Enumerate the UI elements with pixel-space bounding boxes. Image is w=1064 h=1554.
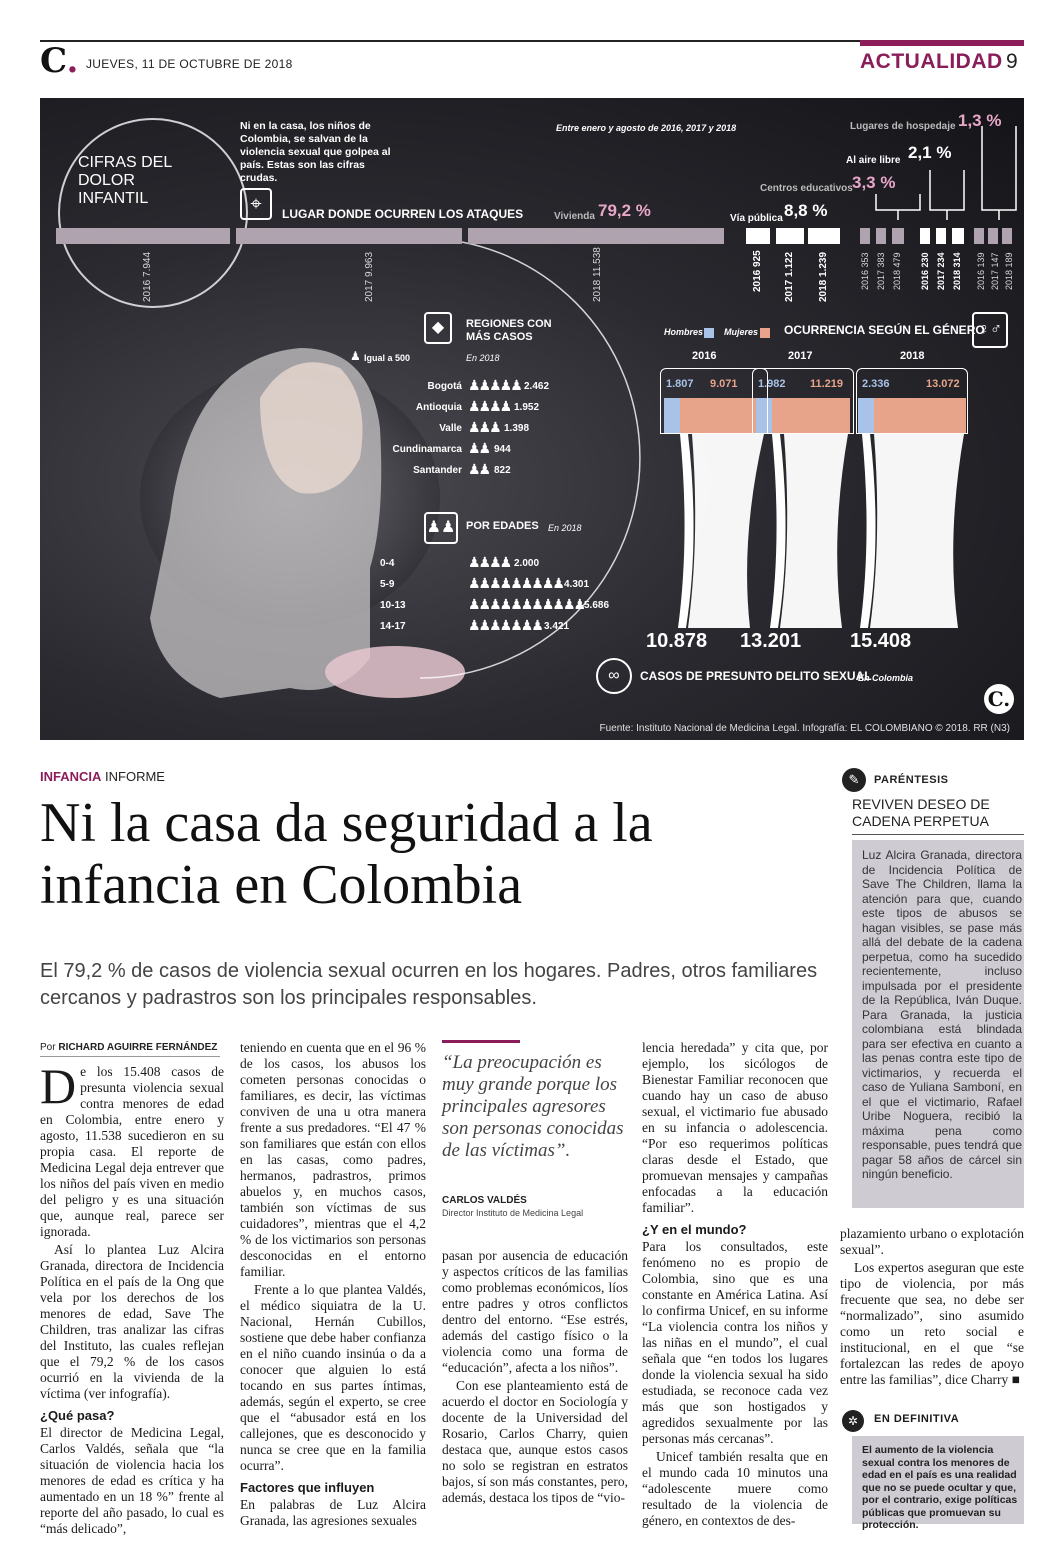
page-number: 9 [1006, 50, 1018, 73]
women-2016: 9.071 [710, 378, 738, 390]
region-row-value: 2.462 [524, 381, 550, 392]
region-row-value: 944 [494, 444, 511, 455]
location-pin-icon: ⌖ [240, 188, 272, 220]
region-row-pictogram: ♟♟♟♟♟ [468, 377, 521, 393]
ages-year: En 2018 [548, 523, 582, 533]
region-row-pictogram: ♟♟♟ [468, 419, 500, 435]
bar-via-2018 [808, 228, 840, 244]
quote-author: CARLOS VALDÉS [442, 1195, 527, 1206]
infographic [40, 98, 1024, 740]
article-column-5: plazamiento urbano o explotación sexual”. Los expertos aseguran que este tipo de violencia, por más frecuente que sea, no debe ser “normalizado”, sino asumido como un reto social e institucional, en el que “se fortalezcan las redes de apoyo entre las familias”, dice Charry ■ [840, 1226, 1024, 1387]
vivienda-2016-label: 2016 7.944 [142, 251, 153, 302]
article-column-4: lencia heredada” y cita que, por ejemplo, los sicólogos de Bienestar Familiar reconocen que cuando hay un caso de abuso sexual, el victimario fue abusado en su infancia o adolescencia. “Por eso requerimos políticas claras desde el Estado, que promuevan mensajes y campañas enfocadas a la educación familiar”. ¿Y en el mundo? Para los consultados, este fenómeno no es propio de Colombia, sino que es una constante en América Latina. Así lo confirma Unicef, en su informe “La violencia contra los niños y las niñas en el mundo”, el cual señala que “en todos los lugares donde la violencia sexual ha sido estudiada, se reconoce cada vez más que son hostigados y agredidos sexualmente por las personas más cercanas”. Unicef también resalta que en el mundo cada 10 minutos una “adolescente muere como resultado de la violencia de género, en contextos de des- [642, 1040, 828, 1528]
children-icon: ♟♟ [424, 512, 458, 544]
person-unit-icon: ♟ [350, 349, 361, 363]
total-2017: 13.201 [740, 630, 802, 652]
colombia-map-icon: ◆ [424, 312, 452, 344]
age-row-pictogram: ♟♟♟♟♟♟♟♟♟ [468, 575, 563, 591]
infographic-source: Fuente: Instituto Nacional de Medicina Legal. Infografía: EL COLOMBIANO © 2018. RR (N3) [599, 723, 1010, 734]
cases-heading: CASOS DE PRESUNTO DELITO SEXUAL [640, 669, 872, 683]
gender-icon: ♀♂ [972, 312, 1008, 348]
region-row-pictogram: ♟♟ [468, 440, 490, 456]
bar-vivienda-2017 [236, 228, 462, 244]
place-label-aire: Al aire libre [846, 155, 901, 166]
region-row-pictogram: ♟♟ [468, 461, 490, 477]
bar-edu-2016 [860, 228, 870, 244]
age-row-value: 4.301 [564, 579, 590, 590]
section-title[interactable]: ACTUALIDAD [860, 50, 1003, 73]
women-legend-swatch [760, 328, 770, 338]
age-row-value: 5.686 [584, 600, 610, 611]
men-legend-label: Hombres [664, 327, 704, 337]
infographic-period: Entre enero y agosto de 2016, 2017 y 2018 [556, 123, 737, 133]
issue-date: JUEVES, 11 DE OCTUBRE DE 2018 [86, 57, 293, 71]
pull-quote: “La preocupación es muy grande porque los principales agresores son personas conocidas de las víctimas”. [442, 1052, 624, 1161]
hosp-2017-label: 2017 147 [990, 252, 1000, 290]
age-row-value: 2.000 [514, 558, 540, 569]
men-legend-swatch [704, 328, 714, 338]
subhead-que-pasa: ¿Qué pasa? [40, 1408, 115, 1423]
newspaper-logo[interactable]: C. [40, 41, 79, 81]
el-colombiano-badge: C. [984, 684, 1014, 714]
summary-label: EN DEFINITIVA [874, 1413, 960, 1425]
infographic-intro: Ni en la casa, los niños de Colombia, se salvan de la violencia sexual que golpea al país. Estas son las cifras crudas. [240, 120, 391, 184]
bar-edu-2018 [892, 228, 904, 244]
place-pct-edu: 3,3 % [852, 173, 896, 192]
article-column-1: De los 15.408 casos de presunta violencia sexual contra menores de edad en Colombia, entre enero y agosto, 11.538 sucedieron en su propia casa. El reporte de Medicina Legal deja entrever que los niños del país viven en medio del peligro y es una situación que, aunque real, parece ser ignorada. Así lo plantea Luz Alcira Granada, directora de Incidencia Política en el país de la Ong que vela por los derechos de los menores de edad, Save The Children, tras analizar las cifras del Instituto, las cuales reflejan que el 79,2 % de los casos ocurrió en la vivienda de la víctima (ver infografía). ¿Qué pasa? El director de Medicina Legal, Carlos Valdés, señala que “la situación de violencia hacia los menores de edad es crítica y ha aumentado en un 18 %” frente al reporte del año pasado, lo cual es “más delicado”, [40, 1058, 224, 1536]
quote-author-role: Director Instituto de Medicina Legal [442, 1208, 584, 1218]
regions-heading: REGIONES CON MÁS CASOS [466, 318, 552, 343]
women-legend-label: Mujeres [724, 327, 759, 337]
gender-heading: OCURRENCIA SEGÚN EL GÉNERO [784, 323, 985, 337]
ages-heading: POR EDADES [466, 520, 539, 532]
legend-unit: Igual a 500 [364, 353, 411, 363]
article-column-3: pasan por ausencia de educación y aspectos críticos de las familias como problemas económicos, líos entre padres y otros conflictos dentro del entorno. “Ese estrés, además del castigo físico o la violencia como una forma de “educación”, afecta a los niños”. Con ese planteamiento está de acuerdo el doctor en Sociología y docente de la Universidad del Rosario, Carlos Charry, quien destaca que, aunque estos casos no solo se registran en estratos bajos, sí son más constantes, pero, además, destaca los tipos de “vio- [442, 1248, 628, 1505]
summary-icon: ✲ [842, 1410, 864, 1432]
bar-hosp-2018 [1002, 228, 1012, 244]
bar-via-2016 [746, 228, 770, 244]
age-row-pictogram: ♟♟♟♟♟♟♟ [468, 617, 542, 633]
aire-2017-label: 2017 234 [936, 252, 946, 290]
vivienda-2017-label: 2017 9.963 [364, 251, 375, 302]
hosp-2016-label: 2016 139 [976, 252, 986, 290]
pin-icon: ✎ [842, 768, 866, 792]
byline: Por RICHARD AGUIRRE FERNÁNDEZ [40, 1042, 218, 1053]
edu-2016-label: 2016 353 [860, 252, 870, 290]
place-pct-hosp: 1,3 % [958, 111, 1002, 130]
age-row-label: 0-4 [380, 558, 395, 569]
age-row-pictogram: ♟♟♟♟♟♟♟♟♟♟♟ [468, 596, 585, 612]
place-label-vivienda: Vivienda [554, 211, 595, 222]
region-row-label: Bogotá [427, 381, 462, 392]
sidebar-label: PARÉNTESIS [874, 774, 949, 786]
region-row-label: Antioquia [415, 402, 462, 413]
place-label-via: Vía pública [730, 213, 783, 224]
women-2017: 11.219 [810, 378, 844, 390]
region-row-value: 822 [494, 465, 511, 476]
article-headline: Ni la casa da seguridad a la infancia en Colombia [40, 792, 653, 916]
via-2018-label: 2018 1.239 [818, 251, 829, 302]
section-tab [860, 40, 1024, 46]
summary-text: El aumento de la violencia sexual contra los menores de edad en el país es una realidad que no se puede ocultar y que, por el contrario, exige políticas públicas que promuevan su protección. [862, 1444, 1018, 1531]
article-deck: El 79,2 % de casos de violencia sexual ocurren en los hogares. Padres, otros familiares cercanos y padrastros son los principales responsables. [40, 960, 818, 1009]
subhead-factores: Factores que influyen [240, 1480, 375, 1495]
place-pct-vivienda: 79,2 % [598, 201, 651, 220]
men-2018: 2.336 [862, 378, 890, 390]
place-label-edu: Centros educativos [760, 183, 853, 194]
region-row-value: 1.398 [504, 423, 530, 434]
age-row-pictogram: ♟♟♟♟ [468, 554, 511, 570]
regions-year: En 2018 [466, 353, 500, 363]
total-2016: 10.878 [646, 630, 708, 652]
article-column-2: teniendo en cuenta que en el 96 % de los casos, los abusos los cometen personas conocidas o familiares, es decir, las víctimas conviven de una u otra manera frente a sus predadores. “El 47 % son familiares que están con ellos en las casas, como padres, hermanos, padrastros, primos abuelos y, en muchos casos, también son víctimas de sus cuidadores”, mientras que el 4,2 % de los victimarios son personas desconocidas en el entorno familiar. Frente a lo que plantea Valdés, el médico siquiatra de la U. Nacional, Hernán Cubillos, sostiene que debe haber confianza en el niño cuando insinúa o da a conocer que alguien lo está tocando en sus partes íntimas, además, según el experto, se cree que el “abusador está en los callejones, que es desconocido y nunca se cree que en la familia ocurra”. Factores que influyen En palabras de Luz Alcira Granada, las agresiones sexuales [240, 1040, 426, 1528]
places-heading: LUGAR DONDE OCURREN LOS ATAQUES [282, 207, 524, 221]
age-row-label: 14-17 [380, 621, 406, 632]
age-row-label: 10-13 [380, 600, 406, 611]
infographic-title: CIFRAS DEL DOLOR INFANTIL [78, 154, 172, 207]
aire-2016-label: 2016 230 [920, 252, 930, 290]
total-2018: 15.408 [850, 630, 912, 652]
handcuffs-icon: ∞ [596, 658, 632, 694]
region-row-pictogram: ♟♟♟♟ [468, 398, 511, 414]
sidebar-rule [852, 834, 1024, 835]
aire-2018-label: 2018 314 [952, 252, 962, 290]
gender-year-2016: 2016 [692, 350, 717, 362]
article-kicker: INFANCIA INFORME [40, 769, 165, 784]
men-2017: 1.982 [758, 378, 786, 390]
women-2018: 13.072 [926, 378, 960, 390]
via-2016-label: 2016 925 [752, 250, 763, 292]
bar-vivienda-2018 [468, 228, 724, 244]
region-row-label: Cundinamarca [392, 444, 462, 455]
via-2017-label: 2017 1.122 [784, 251, 795, 302]
region-row-label: Valle [439, 423, 462, 434]
subhead-mundo: ¿Y en el mundo? [642, 1222, 747, 1237]
drop-cap: D [40, 1058, 77, 1114]
bar-edu-2017 [876, 228, 886, 244]
age-row-label: 5-9 [380, 579, 395, 590]
bar-aire-2017 [936, 228, 946, 244]
sidebar-title: REVIVEN DESEO DE CADENA PERPETUA [852, 796, 990, 829]
men-2016: 1.807 [666, 378, 694, 390]
bar-via-2017 [776, 228, 804, 244]
edu-2018-label: 2018 479 [892, 252, 902, 290]
edu-2017-label: 2017 383 [876, 252, 886, 290]
hosp-2018-label: 2018 189 [1004, 252, 1014, 290]
place-label-hosp: Lugares de hospedaje [850, 121, 956, 132]
bar-hosp-2017 [988, 228, 998, 244]
age-row-value: 3.421 [544, 621, 570, 632]
bar-aire-2018 [952, 228, 964, 244]
region-row-value: 1.952 [514, 402, 540, 413]
infographic-title-circle [58, 118, 248, 308]
region-row-label: Santander [413, 465, 462, 476]
place-pct-aire: 2,1 % [908, 143, 952, 162]
gender-year-2018: 2018 [900, 350, 925, 362]
quote-rule [442, 1040, 520, 1043]
place-pct-via: 8,8 % [784, 201, 828, 220]
bar-aire-2016 [920, 228, 930, 244]
bar-hosp-2016 [974, 228, 984, 244]
byline-rule [40, 1056, 220, 1057]
sidebar-text: Luz Alcira Granada, directora de Incidencia Política de Save The Children, llama la atención para que, cuando este tipos de abusos se hagan visibles, se pase más allá del debate de la cadena perpetua, como ha sucedido recientemente, incluso impulsada por el presidente de la República, Iván Duque. Para Granada, la justicia colombiana está blindada para ser efectiva en cuanto a las penas contra este tipo de victimarios, y recuerda el caso de Yuliana Samboní, en el que el victimario, Rafael Uribe Noguera, recibió la máxima pena como responsable, pues tendrá que pagar 58 años de cárcel sin ningún beneficio. [862, 848, 1022, 1181]
vivienda-2018-label: 2018 11.538 [592, 247, 603, 302]
gender-year-2017: 2017 [788, 350, 813, 362]
cases-scope: En Colombia [858, 673, 914, 683]
bar-vivienda-2016 [56, 228, 230, 244]
